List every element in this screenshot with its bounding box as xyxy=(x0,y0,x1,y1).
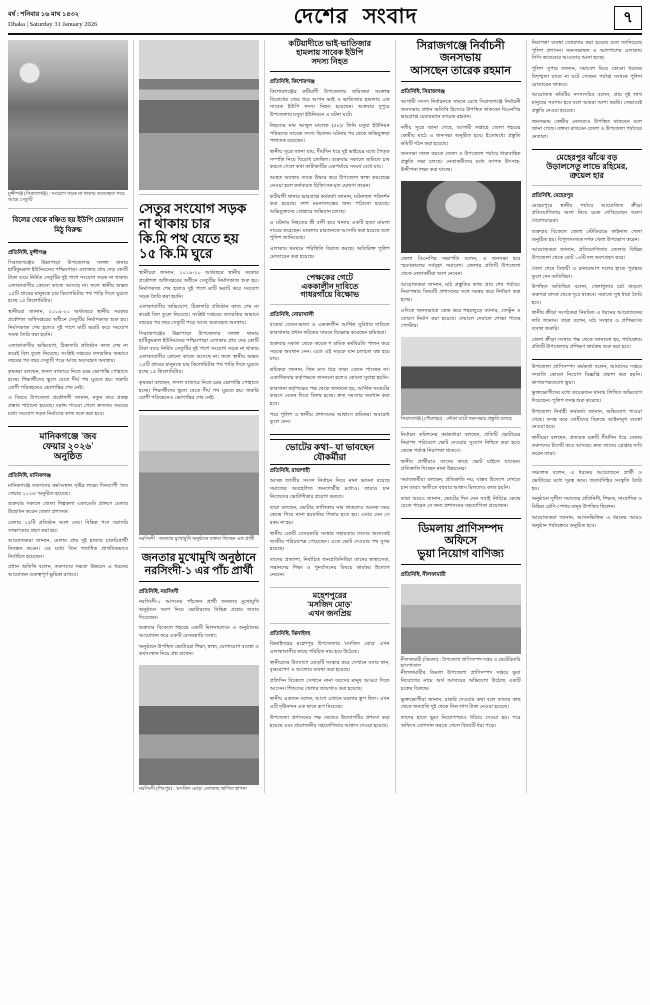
tarek-body-2: জেলা বিএনপির সভাপতি বলেন, এ জনসভা হবে স্মরণকালের সর্ববৃহৎ সমাবেশ। জেলার প্রতিটি উপজেলা থেকে নেতাকর্মীরা অংশ নেবেন। আয়োজকরা জানান, মাঠ প্রস্তুতির কাজ প্রায় শেষ পর্যায়ে। নিরাপত্তার বিষয়টি প্রশাসনের সঙ্গে সমন্বয় করে নির্ধারণ করা হচ্ছে। এদিকে জনসভাকে কেন্দ্র করে শহরজুড়ে ব্যানার, ফেস্টুন ও তোরণ নির্মাণ করা হয়েছে। দেয়ালে দেয়ালে শোভা পাচ্ছে পোস্টার। xyxy=(400,255,521,330)
masthead-date-bn: বর্ষ : শনিবার ১৬ মাঘ ১৪৩২ xyxy=(8,11,79,18)
hamla-byline: প্রতিনিধি, কিশোরগঞ্জ xyxy=(269,78,315,85)
photo-dimla-office xyxy=(401,584,521,654)
meherpur-headline: মেহেরপুর ঝাঁঝে বড় উড়ালসেতু লাভে রহিমের, ত্রুয়েল হার xyxy=(546,152,628,180)
photo-bridge-structure xyxy=(139,40,259,190)
voter-headline: ভোটের কথা– যা ভাবছেন যৌকর্মীরা xyxy=(270,439,390,465)
petrol-byline: প্রতিনিধি, নোয়াখালী xyxy=(269,312,314,319)
photo-caption-dimla: নীলফামারী (ডিমলা) : উপজেলা প্রাণিসম্পদ দপ্তর ও ভেটেরিনারি হাসপাতাল xyxy=(400,657,521,670)
photo-janata-meeting xyxy=(139,415,259,535)
dimla-body-right: উপজেলা প্রাণিসম্পদ কর্মকর্তা বলেন, আমাদের দপ্তরে সম্প্রতি কোনো নিয়োগ বিজ্ঞপ্তি প্রকাশ করা হয়নি। কাগজপত্রগুলো ভুয়া। ভুক্তভোগীদের মধ্যে কয়েকজন থানায় লিখিত অভিযোগ দিয়েছেন। পুলিশ তদন্ত শুরু করেছে। উপজেলা নির্বাহী কর্মকর্তা জানান, অভিযোগ পাওয়া গেছে। তদন্ত করে দোষীদের বিরুদ্ধে আইনানুগ ব্যবস্থা নেওয়া হবে। স্থানীয়রা বলছেন, প্রতারক চক্রটি দীর্ঘদিন ধরে বেকার তরুণদের টার্গেট করে আসছে। দ্রুত তাদের গ্রেপ্তার দাবি করেন তারা। xyxy=(531,364,642,457)
mohonpur-headline: মহেশপুরের 'মসজিদ মোড়' এখন জনপ্রিয় xyxy=(306,591,353,619)
photo-bridge-scene xyxy=(8,40,128,190)
tarek-byline: প্রতিনিধি, সিরাজগঞ্জ xyxy=(400,88,445,95)
voter-body-left: আসন্ন জাতীয় সংসদ নির্বাচন নিয়ে নানা ভাবনা রয়েছে সমাজের অবহেলিত জনগোষ্ঠীর মধ্যেও। তারাও চান নিজেদের ভোটাধিকার প্রয়োগ করতে। তারা বলছেন, ভোটার তালিকায় নাম থাকলেও অনেক সময় কেন্দ্রে গিয়ে নানা হয়রানির শিকার হতে হয়। এবার যেন সে রকম না হয়। স্থানীয় একটি বেসরকারি সংস্থার সহায়তায় তাদের অনেকেই জাতীয় পরিচয়পত্র পেয়েছেন। এতে ভোট দেওয়ার পথ সুগম হয়েছে। তাদের প্রত্যাশা, নির্বাচিত জনপ্রতিনিধিরা তাদের স্বাস্থ্যসেবা, সন্তানদের শিক্ষা ও পুনর্বাসনের বিষয়ে কার্যকর উদ্যোগ নেবেন। xyxy=(269,478,390,579)
photo-mosjid-mor xyxy=(139,665,259,785)
column-1 xyxy=(8,40,128,793)
photo-caption-boat: সিরাজগঞ্জ (পৌরশহর) : নৌকা ঘাটে জনসভার প্রস্তুতি চলছে xyxy=(400,417,512,423)
photo-tarek-portrait xyxy=(401,181,521,253)
manikganj-headline: মানিকগঞ্জে 'জব ফেয়ার ২০২৬' অনুষ্ঠিত xyxy=(39,430,97,461)
meherpur-body: মেহেরপুরে স্থানীয় পর্যায়ে আয়োজিত ক্রীড়া প্রতিযোগিতায় অংশ নিয়ে চমক দেখিয়েছেন তরুণ খেলোয়াড়রা। শুক্রবার বিকেলে জেলা স্টেডিয়ামে ফাইনাল খেলা অনুষ্ঠিত হয়। বিপুলসংখ্যক দর্শক খেলা উপভোগ করেন। আয়োজকরা জানান, প্রতিযোগিতায় জেলার বিভিন্ন উপজেলা থেকে মোট ১৬টি দল অংশগ্রহণ করে। খেলা শেষে বিজয়ী ও রানারআপ দলের হাতে পুরস্কার তুলে দেন অতিথিরা। উপস্থিত অতিথিরা বলেন, খেলাধুলার চর্চা বাড়লে তরুণরা মাদক থেকে দূরে থাকবে। সমাজে সুস্থ ধারা তৈরি হবে। স্থানীয় ক্রীড়া সংগঠকরা নিয়মিত এ ধরনের আয়োজনের দাবি জানান। তারা বলেন, মাঠ সংস্কার ও প্রশিক্ষণের ব্যবস্থা জরুরি। জেলা ক্রীড়া সংস্থার পক্ষ থেকে জানানো হয়, পর্যায়ক্রমে প্রতিটি উপজেলায় প্রশিক্ষণ কার্যক্রম শুরু করা হবে। xyxy=(531,202,642,351)
bridge-body-1: সিরাজগঞ্জের উল্লাপাড়া উপজেলার সলঙ্গা থানার হাটিকুমরুল ইউনিয়নের পশ্চিমপাড়া এলাকায় প্রায় দেড় কোটি টাকা ব্যয়ে নির্মিত সেতুটির দুই পাশে সংযোগ সড়ক না থাকায় এলাকাবাসীর কোনো কাজে আসছে না। ফলে স্থানীয় অন্তত ১৫টি গ্রামের মানুষকে চার কিলোমিটার পথ পাড়ি দিতে ঘুরতে হচ্ছে ১৫ কিলোমিটার। স্থানীয়রা জানান, ২০১৯-২০ অর্থবছরে স্থানীয় সরকার প্রকৌশল অধিদপ্তরের অধীনে সেতুটির নির্মাণকাজ শুরু হয়। নির্মাণকাজ শেষ হলেও দুই পাশে মাটি ভরাট করে সংযোগ সড়ক তৈরি করা হয়নি। এলাকাবাসীর অভিযোগ, ঠিকাদারি প্রতিষ্ঠান কাজ শেষ না করেই বিল তুলে নিয়েছে। সংশ্লিষ্ট দপ্তরের তদারকির অভাবে বছরের পর বছর সেতুটি পড়ে আছে অব্যবহৃত অবস্থায়। কৃষকরা বলছেন, ফসল বাজারে নিতে চরম ভোগান্তি পোহাতে হচ্ছে। শিক্ষার্থীদের স্কুলে যেতে দীর্ঘ পথ ঘুরতে হয়। জরুরি রোগী পরিবহনেও ভোগান্তির শেষ নেই। এ বিষয়ে উপজেলা প্রকৌশলী জানান, নতুন করে প্রকল্প প্রস্তাব পাঠানো হয়েছে। বরাদ্দ পাওয়া গেলে দ্রুততম সময়ের মধ্যে সংযোগ সড়ক নির্মাণের কাজ শুরু করা হবে। xyxy=(8,259,128,417)
masthead-date xyxy=(8,6,97,30)
masthead-title xyxy=(97,6,614,28)
masthead-title-part1: দেশের xyxy=(293,4,349,28)
tarek-body-1: আগামী সংসদ নির্বাচনকে সামনে রেখে সিরাজগঞ্জে নির্বাচনী জনসভায় প্রধান অতিথি হিসেবে উপস্থিত থাকবেন বিএনপির ভারপ্রাপ্ত চেয়ারম্যান তারেক রহমান। দলীয় সূত্রে জানা গেছে, আগামী সপ্তাহে জেলা শহরের কেন্দ্রীয় মাঠে এ জনসভা অনুষ্ঠিত হবে। ইতোমধ্যে প্রস্তুতি কমিটি গঠন করা হয়েছে। জনসভা সফল করতে জেলা ও উপজেলা পর্যায়ে ধারাবাহিক প্রস্তুতি সভা চলছে। নেতাকর্মীদের মধ্যে ব্যাপক উৎসাহ-উদ্দীপনা লক্ষ্য করা যাচ্ছে। xyxy=(400,98,521,173)
voter-byline: প্রতিনিধি, রাজশাহী xyxy=(269,468,310,475)
photo-caption-bridge: মুন্সীগঞ্জ (সিরাজগঞ্জ) : সংযোগ সড়ক না থাকায় অব্যবহৃত পড়ে আছে সেতুটি xyxy=(8,192,125,204)
janata-headline: জনতার মুখোমুখি অনুষ্ঠানে নরসিংদী-১ এর পাঁচ প্রার্থী xyxy=(141,552,256,577)
voter-body-right: নির্বাচন কমিশনের কর্মকর্তারা বলছেন, প্রতিটি ভোটারের নিরাপদ পরিবেশে ভোট দেওয়ার সুযোগ নিশ্চিত করা হবে। কেন্দ্রে পর্যাপ্ত নিরাপত্তা থাকবে। স্থানীয় প্রার্থীরাও তাদের কাছে ভোট চাইতে যাচ্ছেন। প্রতিশ্রুতি দিচ্ছেন নানা উন্নয়নের। সমাজকর্মীরা বলছেন, প্রতিশ্রুতি নয়, বাস্তব উদ্যোগ দেখতে চান তারা। অতীতে বহুবার আশ্বাস মিললেও কাজ হয়নি। তারা আরও জানান, ভোটের দিন যেন সবাই নির্বিঘ্নে কেন্দ্রে যেতে পারেন সে জন্য প্রশাসনের সহযোগিতা প্রয়োজন। xyxy=(400,432,521,510)
petrol-body: বকেয়া বেতন-ভাতা ও এককালীন আর্থিক সুবিধার দাবিতে কারখানার প্রধান ফটকের সামনে বিক্ষোভ করেছেন শ্রমিকরা। শুক্রবার সকাল থেকে কয়েক শ শ্রমিক কর্মবিরতি পালন করে সড়কে অবস্থান নেন। এতে ওই সড়কে যান চলাচল বন্ধ হয়ে যায়। শ্রমিকরা জানান, তিন মাস ধরে তারা বেতন পাচ্ছেন না। একাধিকবার কর্তৃপক্ষকে জানানো হলেও কোনো সুরাহা হয়নি। কারখানা কর্তৃপক্ষের পক্ষ থেকে জানানো হয়, আর্থিক সংকটের কারণে বেতন দিতে বিলম্ব হচ্ছে। দ্রুত সমস্যার সমাধান করা হবে। পরে পুলিশ ও স্থানীয় প্রশাসনের আশ্বাসে শ্রমিকরা অবরোধ তুলে নেন। xyxy=(269,322,390,426)
bridge-byline: প্রতিনিধি, মুন্সীগঞ্জ xyxy=(8,249,47,256)
tarek-headline: সিরাজগঞ্জে নির্বাচনী জনসভায় আসছেন তারেক রহমান xyxy=(410,40,511,77)
manikganj-body: মানিকগঞ্জে তরুণদের কর্মসংস্থান সৃষ্টির লক্ষ্যে দিনব্যাপী 'জব ফেয়ার ২০২৬' অনুষ্ঠিত হয়েছে। শুক্রবার সকালে জেলা শিল্পকলা একাডেমি প্রাঙ্গণে মেলার উদ্বোধন করেন জেলা প্রশাসক। মেলায় ২৫টি প্রতিষ্ঠান অংশ নেয়। বিভিন্ন পদে সরাসরি সাক্ষাৎকার গ্রহণ করা হয়। আয়োজকরা জানান, মেলায় প্রায় দুই হাজার চাকরিপ্রার্থী নিবন্ধন করেন। এর মধ্যে তিন শতাধিক প্রাথমিকভাবে নির্বাচিত হয়েছেন। প্রধান অতিথি বলেন, তরুণদের দক্ষতা উন্নয়নে এ ধরনের আয়োজন গুরুত্বপূর্ণ ভূমিকা রাখবে। xyxy=(8,482,128,579)
dimla-body-left: নীলফামারীর ডিমলা উপজেলা প্রাণিসম্পদ দপ্তরে ভুয়া নিয়োগের নামে অর্থ আদায়ের অভিযোগ উঠেছে একটি চক্রের বিরুদ্ধে। ভুক্তভোগীরা জানান, চাকরি দেওয়ার কথা বলে তাদের কাছ থেকে জনপ্রতি দুই থেকে তিন লাখ টাকা নেওয়া হয়েছে। তাদের হাতে ভুয়া নিয়োগপত্রও ধরিয়ে দেওয়া হয়। পরে অফিসে যোগদান করতে গেলে বিষয়টি ধরা পড়ে। xyxy=(400,670,521,729)
manikganj-byline: প্রতিনিধি, মানিকগঞ্জ xyxy=(8,472,51,479)
column-3 xyxy=(270,40,390,793)
bridge-headline: সেতুর সংযোগ সড়ক না থাকায় চার কি.মি পথ যেতে হয় ১৫ কি.মি ঘুরে xyxy=(138,201,247,262)
masthead-title-part2: সংবাদ xyxy=(362,4,418,28)
column-4 xyxy=(401,40,521,793)
photo-caption-mosjid: নরসিংদী (শিবপুর) : 'মসজিদ মোড়' এলাকায় স্থাপিত স্থাপনা xyxy=(138,787,247,793)
page-grid xyxy=(8,40,642,793)
dimla-headline: ডিমলায় প্রাণিসম্পদ অফিসে ভুয়া নিয়োগ বাণিজ্য xyxy=(417,523,504,560)
photo-boat xyxy=(401,337,521,415)
hamla-body: কিশোরগঞ্জের কটিয়াদী উপজেলায় জমিজমা সংক্রান্ত বিরোধের জের ধরে আপন ভাই ও ভাতিজার হামলায় এক সাবেক ইউপি সদস্য নিহত হয়েছেন। শুক্রবার দুপুরে উপজেলার মসুয়া ইউনিয়নে এ ঘটনা ঘটে। নিহতের নাম আব্দুল মালেক (৫৮)। তিনি মসুয়া ইউনিয়ন পরিষদের সাবেক সদস্য ছিলেন। ঘটনার পর থেকে অভিযুক্তরা পলাতক রয়েছেন। স্থানীয় সূত্রে জানা যায়, দীর্ঘদিন ধরে দুই ভাইয়ের মধ্যে পৈতৃক সম্পত্তি নিয়ে বিরোধ চলছিল। শুক্রবার সকালে জমিতে চাষ করতে গেলে কথা কাটাকাটির একপর্যায়ে সংঘর্ষ বেধে যায়। আহত অবস্থায় তাকে উদ্ধার করে উপজেলা স্বাস্থ্য কমপ্লেক্সে নেওয়া হলে কর্তব্যরত চিকিৎসক মৃত ঘোষণা করেন। কটিয়াদী থানার ভারপ্রাপ্ত কর্মকর্তা জানান, ঘটনাস্থল পরিদর্শন করা হয়েছে। লাশ ময়নাতদন্তের জন্য পাঠানো হয়েছে। অভিযুক্তদের গ্রেপ্তারে অভিযান চলছে। এ ঘটনায় নিহতের স্ত্রী বাদী হয়ে থানায় একটি হত্যা মামলা দায়ের করেছেন। মামলায় চারজনকে আসামি করা হয়েছে বলে পুলিশ জানিয়েছে। এলাকায় থমথমে পরিস্থিতি বিরাজ করছে। অতিরিক্ত পুলিশ মোতায়েন করা হয়েছে। xyxy=(269,88,390,260)
masthead xyxy=(8,6,642,35)
hamla-headline: কটিয়াদীতে ভাই-ভাতিজার হামলায় সাবেক ইউপি সদস্য নিহত xyxy=(288,39,372,66)
tarek-body-3: নিরাপত্তা ব্যবস্থা জোরদার করা হয়েছে বলে জানিয়েছে পুলিশ প্রশাসন। জনসভাস্থল ও আশপাশের এলাকায় সিসি ক্যামেরার আওতায় আনা হচ্ছে। পুলিশ সুপার জানান, সমাবেশ ঘিরে কোনো ধরনের বিশৃঙ্খলা যাতে না ঘটে সেজন্য পর্যাপ্ত সংখ্যক পুলিশ মোতায়েন থাকবে। আয়োজক কমিটির সদস্যসচিব বলেন, প্রায় দুই লাখ মানুষের সমাগম হবে বলে আমরা আশা করছি। সেভাবেই প্রস্তুতি নেওয়া হয়েছে। জনসভায় কেন্দ্রীয় নেতারাও উপস্থিত থাকবেন বলে জানা গেছে। বক্তব্য রাখবেন জেলা ও উপজেলা পর্যায়ের নেতারা। xyxy=(531,40,642,141)
column-2 xyxy=(139,40,259,793)
mohonpur-byline: প্রতিনিধি, ঝিনাইদহ xyxy=(269,631,311,638)
page-number: ৭ xyxy=(614,6,642,30)
masthead-date-en: Dhaka | Saturday 31 January 2026 xyxy=(8,20,98,28)
bridge-body-2: স্থানীয়রা জানান, ২০১৯-২০ অর্থবছরে স্থানীয় সরকার প্রকৌশল অধিদপ্তরের অধীনে সেতুটির নির্মাণকাজ শুরু হয়। নির্মাণকাজ শেষ হলেও দুই পাশে মাটি ভরাট করে সংযোগ সড়ক তৈরি করা হয়নি। এলাকাবাসীর অভিযোগ, ঠিকাদারি প্রতিষ্ঠান কাজ শেষ না করেই বিল তুলে নিয়েছে। সংশ্লিষ্ট দপ্তরের তদারকির অভাবে বছরের পর বছর সেতুটি পড়ে আছে অব্যবহৃত অবস্থায়। সিরাজগঞ্জের উল্লাপাড়া উপজেলার সলঙ্গা থানার হাটিকুমরুল ইউনিয়নের পশ্চিমপাড়া এলাকায় প্রায় দেড় কোটি টাকা ব্যয়ে নির্মিত সেতুটির দুই পাশে সংযোগ সড়ক না থাকায় এলাকাবাসীর কোনো কাজে আসছে না। ফলে স্থানীয় অন্তত ১৫টি গ্রামের মানুষকে চার কিলোমিটার পথ পাড়ি দিতে ঘুরতে হচ্ছে ১৫ কিলোমিটার। কৃষকরা বলছেন, ফসল বাজারে নিতে চরম ভোগান্তি পোহাতে হচ্ছে। শিক্ষার্থীদের স্কুলে যেতে দীর্ঘ পথ ঘুরতে হয়। জরুরি রোগী পরিবহনেও ভোগান্তির শেষ নেই। xyxy=(138,270,259,402)
janata-body-3: সঞ্চালক বলেন, এ ধরনের আয়োজনে প্রার্থী ও ভোটারের মধ্যে দূরত্ব কমে। জবাবদিহির সংস্কৃতি তৈরি হয়। অনুষ্ঠানে সুশীল সমাজের প্রতিনিধি, শিক্ষক, সাংবাদিক ও বিভিন্ন শ্রেণি-পেশার মানুষ উপস্থিত ছিলেন। আয়োজকরা জানান, আসনভিত্তিক এ ধরনের আরও অনুষ্ঠান পর্যায়ক্রমে অনুষ্ঠিত হবে। xyxy=(531,470,642,529)
photo-caption-janata: নরসিংদী : জনতার মুখোমুখি অনুষ্ঠানে বক্তব্য দিচ্ছেন এক প্রার্থী xyxy=(138,537,255,543)
janata-body-1: নরসিংদী-১ আসনের পাঁচজন প্রার্থী জনতার মুখোমুখি অনুষ্ঠানে অংশ নিয়ে ভোটারদের বিভিন্ন প্রশ্নের জবাব দিয়েছেন। শুক্রবার বিকেলে শহরের একটি মিলনায়তনে এ অনুষ্ঠানের আয়োজন করে একটি বেসরকারি সংস্থা। অনুষ্ঠানে উপস্থিত ভোটাররা শিক্ষা, স্বাস্থ্য, যোগাযোগ ব্যবস্থা ও কর্মসংস্থান নিয়ে প্রশ্ন রাখেন। xyxy=(138,599,259,658)
mohonpur-body: ঝিনাইদহের মহেশপুর উপজেলার 'মসজিদ মোড়' এখন এলাকাবাসীর কাছে পরিচিত নাম হয়ে উঠেছে। স্থানীয়দের উদ্যোগে মোড়টি সংস্কার করে সেখানে বসার স্থান, বৃক্ষরোপণ ও আলোর ব্যবস্থা করা হয়েছে। প্রতিদিন বিকেলে সেখানে নানা বয়সের মানুষ আড্ডা দিতে আসেন। শিশুদের খেলার জায়গাও করা হয়েছে। স্থানীয় একজন বলেন, আগে এখানে ময়লার স্তূপ ছিল। এখন এটি দৃষ্টিনন্দন এক স্থানে রূপ নিয়েছে। উপজেলা প্রশাসনের পক্ষ থেকেও উদ্যোগটির প্রশংসা করা হয়েছে এবং প্রয়োজনীয় সহযোগিতার আশ্বাস দেওয়া হয়েছে। xyxy=(269,641,390,729)
janata-byline: প্রতিনিধি, নরসিংদী xyxy=(138,589,179,596)
column-5 xyxy=(532,40,642,793)
bridge-kicker: বিলের থেকে বঞ্চিত হয় ইউপি চেয়ারম্যান মিঠু বিরুদ্ধ xyxy=(12,216,124,234)
dimla-byline: প্রতিনিধি, নীলফামারী xyxy=(400,571,446,578)
meherpur-byline: প্রতিনিধি, মেহেরপুর xyxy=(531,192,573,199)
petrol-headline: পেক্ষকের গেটে এককালীন দাবিতে গাধরগাঁয়ে বিক্ষোভ xyxy=(300,272,360,300)
